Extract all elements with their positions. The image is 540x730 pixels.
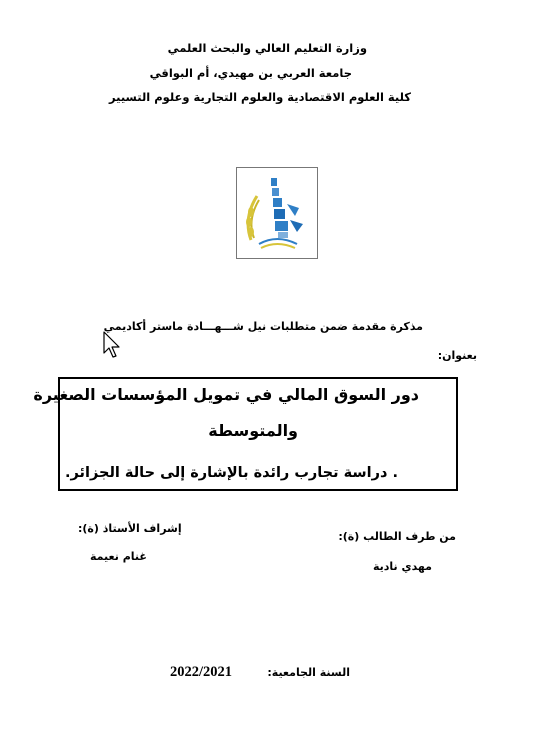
memo-statement: مذكرة مقدمة ضمن متطلبات نيل شـــهـــادة ماستر أكاديمي bbox=[103, 320, 423, 333]
supervisor-label: إشراف الأستاذ (ة): bbox=[78, 522, 182, 535]
supervisor-name: غنام نعيمة bbox=[90, 550, 147, 563]
thesis-title-line-1: دور السوق المالي في تمويل المؤسسات الصغيرة bbox=[33, 385, 419, 404]
thesis-title-line-2: والمتوسطة bbox=[208, 421, 298, 440]
faculty-name: كلية العلوم الاقتصادية والعلوم التجارية وعلوم التسيير bbox=[109, 90, 411, 104]
academic-year-label: السنة الجامعية: bbox=[267, 666, 350, 679]
thesis-title-box bbox=[33, 377, 458, 491]
mouse-cursor-icon bbox=[103, 331, 123, 359]
university-logo bbox=[236, 167, 318, 259]
student-label: من طرف الطالب (ة): bbox=[338, 530, 456, 543]
ministry-name: وزارة التعليم العالي والبحث العلمي bbox=[167, 41, 367, 55]
university-name: جامعة العربي بن مهيدي، أم البواقي bbox=[149, 66, 352, 80]
thesis-subtitle: . دراسة تجارب رائدة بالإشارة إلى حالة الجزائر. bbox=[65, 465, 398, 481]
academic-year bbox=[170, 665, 350, 683]
subject-label: بعنوان: bbox=[437, 349, 477, 362]
university-logo-icon bbox=[237, 168, 317, 258]
academic-year-value: 2022/2021 bbox=[170, 664, 233, 680]
student-name: مهدي نادية bbox=[372, 560, 432, 573]
